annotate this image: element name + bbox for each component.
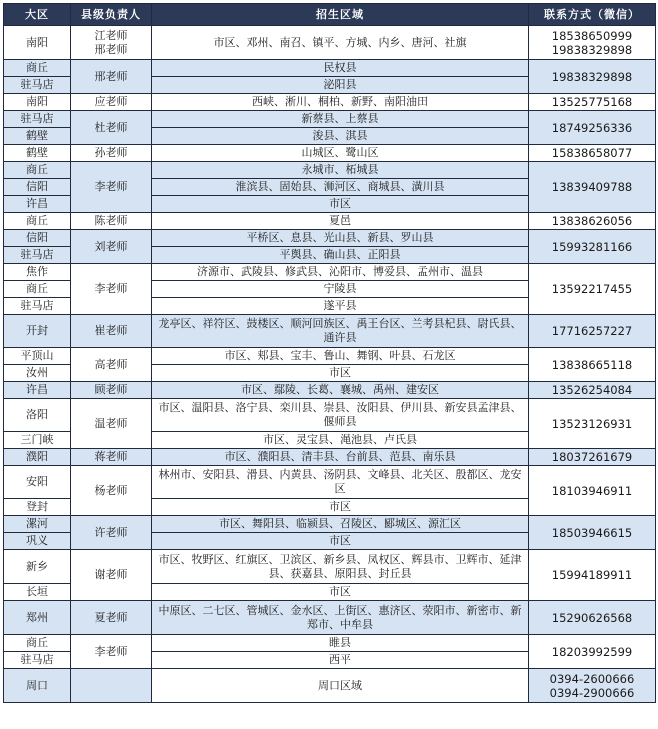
region-cell: 商丘 xyxy=(4,281,71,298)
table-header-row xyxy=(4,4,656,26)
area-cell: 市区 xyxy=(152,584,529,601)
table-row xyxy=(4,145,656,162)
table-row xyxy=(4,466,656,499)
region-cell: 濮阳 xyxy=(4,449,71,466)
phone-cell: 18037261679 xyxy=(529,449,656,466)
area-cell: 宁陵县 xyxy=(152,281,529,298)
teacher-cell: 温老师 xyxy=(71,399,152,449)
phone-cell: 18103946911 xyxy=(529,466,656,516)
teacher-cell: 顾老师 xyxy=(71,382,152,399)
area-cell: 市区、舞阳县、临颍县、召陵区、郾城区、源汇区 xyxy=(152,516,529,533)
header-contact: 联系方式（微信） xyxy=(529,4,656,26)
phone-cell: 13592217455 xyxy=(529,264,656,315)
area-cell: 夏邑 xyxy=(152,213,529,230)
area-cell: 市区 xyxy=(152,533,529,550)
area-cell: 林州市、安阳县、滑县、内黄县、汤阴县、文峰县、北关区、殷都区、龙安区 xyxy=(152,466,529,499)
region-cell: 驻马店 xyxy=(4,298,71,315)
phone-cell: 13525775168 xyxy=(529,94,656,111)
table-row xyxy=(4,382,656,399)
phone-cell: 13839409788 xyxy=(529,162,656,213)
area-cell: 市区、邓州、南召、镇平、方城、内乡、唐河、社旗 xyxy=(152,26,529,60)
region-cell: 许昌 xyxy=(4,196,71,213)
area-cell: 市区 xyxy=(152,365,529,382)
area-cell: 市区、灵宝县、渑池县、卢氏县 xyxy=(152,432,529,449)
table-row xyxy=(4,111,656,128)
region-cell: 汝州 xyxy=(4,365,71,382)
header-region: 大区 xyxy=(4,4,71,26)
table-row xyxy=(4,213,656,230)
phone-cell: 13523126931 xyxy=(529,399,656,449)
region-cell: 平顶山 xyxy=(4,348,71,365)
table-row xyxy=(4,550,656,584)
region-cell: 漯河 xyxy=(4,516,71,533)
teacher-cell: 杜老师 xyxy=(71,111,152,145)
region-cell: 商丘 xyxy=(4,635,71,652)
region-cell: 焦作 xyxy=(4,264,71,281)
area-cell: 西平 xyxy=(152,652,529,669)
table-row xyxy=(4,399,656,432)
area-cell: 睢县 xyxy=(152,635,529,652)
teacher-cell: 应老师 xyxy=(71,94,152,111)
area-cell: 中原区、二七区、管城区、金水区、上街区、惠济区、荥阳市、新密市、新郑市、中牟县 xyxy=(152,601,529,635)
region-cell: 驻马店 xyxy=(4,247,71,264)
phone-cell: 15993281166 xyxy=(529,230,656,264)
header-area: 招生区域 xyxy=(152,4,529,26)
area-cell: 遂平县 xyxy=(152,298,529,315)
table-row xyxy=(4,348,656,365)
region-cell: 信阳 xyxy=(4,179,71,196)
area-cell: 西峡、淅川、桐柏、新野、南阳油田 xyxy=(152,94,529,111)
phone-cell: 0394-2600666 0394-2900666 xyxy=(529,669,656,703)
region-cell: 许昌 xyxy=(4,382,71,399)
teacher-cell: 刘老师 xyxy=(71,230,152,264)
teacher-cell: 邢老师 xyxy=(71,60,152,94)
phone-cell: 18503946615 xyxy=(529,516,656,550)
region-cell: 鹤壁 xyxy=(4,128,71,145)
teacher-cell: 江老师 邢老师 xyxy=(71,26,152,60)
region-cell: 安阳 xyxy=(4,466,71,499)
phone-cell: 15290626568 xyxy=(529,601,656,635)
header-teacher: 县级负责人 xyxy=(71,4,152,26)
teacher-cell: 李老师 xyxy=(71,264,152,315)
region-cell: 周口 xyxy=(4,669,71,703)
area-cell: 泌阳县 xyxy=(152,77,529,94)
teacher-cell: 陈老师 xyxy=(71,213,152,230)
region-cell: 商丘 xyxy=(4,60,71,77)
phone-cell: 17716257227 xyxy=(529,315,656,348)
area-cell: 市区、牧野区、红旗区、卫滨区、新乡县、凤权区、辉县市、卫辉市、延津县、获嘉县、原阳县、封丘县 xyxy=(152,550,529,584)
area-cell: 市区、温阳县、洛宁县、栾川县、崇县、汝阳县、伊川县、新安县孟津县、偃师县 xyxy=(152,399,529,432)
region-cell: 南阳 xyxy=(4,94,71,111)
area-cell: 山城区、鹭山区 xyxy=(152,145,529,162)
table-row xyxy=(4,264,656,281)
region-cell: 驻马店 xyxy=(4,77,71,94)
region-cell: 郑州 xyxy=(4,601,71,635)
teacher-cell: 杨老师 xyxy=(71,466,152,516)
table-row xyxy=(4,94,656,111)
phone-cell: 15838658077 xyxy=(529,145,656,162)
region-cell: 信阳 xyxy=(4,230,71,247)
teacher-cell: 谢老师 xyxy=(71,550,152,601)
phone-cell: 18749256336 xyxy=(529,111,656,145)
table-row xyxy=(4,26,656,60)
region-cell: 驻马店 xyxy=(4,652,71,669)
area-cell: 民权县 xyxy=(152,60,529,77)
phone-cell: 15994189911 xyxy=(529,550,656,601)
teacher-cell: 蒋老师 xyxy=(71,449,152,466)
region-cell: 南阳 xyxy=(4,26,71,60)
table-row xyxy=(4,669,656,703)
region-cell: 鹤壁 xyxy=(4,145,71,162)
table-row xyxy=(4,230,656,247)
recruitment-table xyxy=(3,3,656,703)
teacher-cell: 许老师 xyxy=(71,516,152,550)
phone-cell: 18203992599 xyxy=(529,635,656,669)
region-cell: 开封 xyxy=(4,315,71,348)
phone-cell: 18538650999 19838329898 xyxy=(529,26,656,60)
teacher-cell: 崔老师 xyxy=(71,315,152,348)
phone-cell: 19838329898 xyxy=(529,60,656,94)
region-cell: 商丘 xyxy=(4,162,71,179)
teacher-cell: 李老师 xyxy=(71,635,152,669)
area-cell: 济源市、武陵县、修武县、沁阳市、博爱县、孟州市、温县 xyxy=(152,264,529,281)
table-row xyxy=(4,60,656,77)
region-cell: 新乡 xyxy=(4,550,71,584)
area-cell: 淮滨县、固始县、浉河区、商城县、潢川县 xyxy=(152,179,529,196)
teacher-cell: 李老师 xyxy=(71,162,152,213)
teacher-cell: 孙老师 xyxy=(71,145,152,162)
table-row xyxy=(4,635,656,652)
recruitment-table-container xyxy=(3,3,655,703)
region-cell: 驻马店 xyxy=(4,111,71,128)
table-row xyxy=(4,162,656,179)
area-cell: 市区、郏县、宝丰、鲁山、舞钢、叶县、石龙区 xyxy=(152,348,529,365)
area-cell: 平舆县、确山县、正阳县 xyxy=(152,247,529,264)
region-cell: 洛阳 xyxy=(4,399,71,432)
area-cell: 新蔡县、上蔡县 xyxy=(152,111,529,128)
area-cell: 市区、濮阳县、清丰县、台前县、范县、南乐县 xyxy=(152,449,529,466)
area-cell: 平桥区、息县、光山县、新县、罗山县 xyxy=(152,230,529,247)
area-cell: 周口区域 xyxy=(152,669,529,703)
region-cell: 三门峡 xyxy=(4,432,71,449)
region-cell: 巩义 xyxy=(4,533,71,550)
phone-cell: 13838665118 xyxy=(529,348,656,382)
table-row xyxy=(4,449,656,466)
teacher-cell: 高老师 xyxy=(71,348,152,382)
table-body xyxy=(4,26,656,703)
area-cell: 市区、鄢陵、长葛、襄城、禹州、建安区 xyxy=(152,382,529,399)
phone-cell: 13838626056 xyxy=(529,213,656,230)
area-cell: 永城市、柘城县 xyxy=(152,162,529,179)
area-cell: 龙亭区、祥符区、鼓楼区、顺河回族区、禹王台区、兰考县杞县、尉氏县、通许县 xyxy=(152,315,529,348)
region-cell: 登封 xyxy=(4,499,71,516)
region-cell: 商丘 xyxy=(4,213,71,230)
region-cell: 长垣 xyxy=(4,584,71,601)
area-cell: 市区 xyxy=(152,499,529,516)
phone-cell: 13526254084 xyxy=(529,382,656,399)
area-cell: 浚县、淇县 xyxy=(152,128,529,145)
table-row xyxy=(4,516,656,533)
teacher-cell: 夏老师 xyxy=(71,601,152,635)
area-cell: 市区 xyxy=(152,196,529,213)
table-row xyxy=(4,315,656,348)
table-row xyxy=(4,601,656,635)
teacher-cell xyxy=(71,669,152,703)
